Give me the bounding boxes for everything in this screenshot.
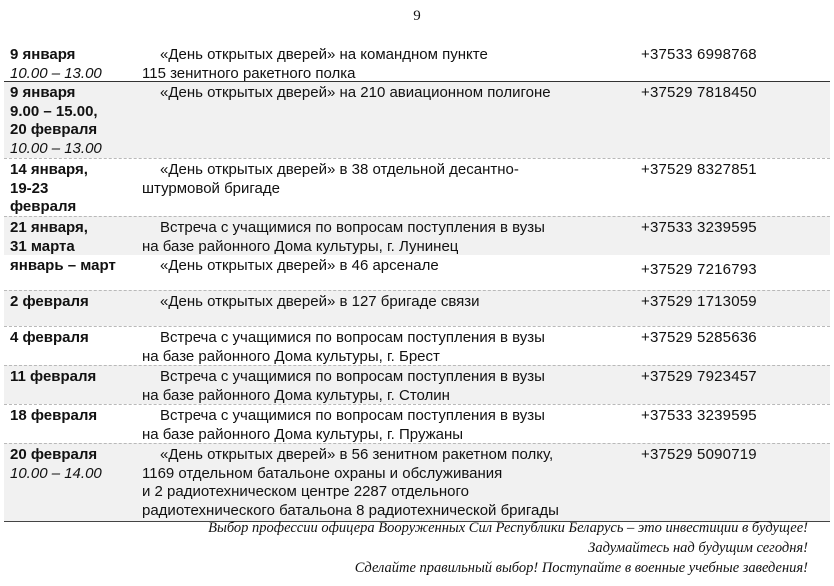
date-cell xyxy=(10,84,135,158)
date-text: 2 февраля xyxy=(10,293,89,310)
date-cell xyxy=(10,161,135,217)
date-text: февраля xyxy=(10,198,77,215)
phone-number: +37529 5285636 xyxy=(641,329,757,346)
date-cell xyxy=(10,257,135,276)
event-text: «День открытых дверей» в 38 отдельной десантно- xyxy=(160,161,519,178)
phone-number: +37533 3239595 xyxy=(641,219,757,236)
date-text: 31 марта xyxy=(10,237,75,255)
phone-cell xyxy=(641,368,821,387)
phone-number: +37529 7818450 xyxy=(641,84,757,101)
time-text: 10.00 – 13.00 xyxy=(10,64,102,82)
table-row xyxy=(4,404,830,443)
phone-number: +37533 3239595 xyxy=(641,407,757,424)
slogan-line: Выбор профессии офицера Вооруженных Сил Республики Беларусь – это инвестиции в будущее! xyxy=(208,520,808,536)
date-text: 20 февраля xyxy=(10,446,98,463)
phone-number: +37529 1713059 xyxy=(641,293,757,310)
event-text: Встреча с учащимися по вопросам поступления в вузы xyxy=(160,219,545,236)
phone-cell xyxy=(641,46,821,65)
event-cell xyxy=(142,257,632,276)
date-cell xyxy=(10,407,135,426)
phone-cell xyxy=(641,293,821,312)
event-text: на базе районного Дома культуры, г. Брест xyxy=(142,347,440,365)
event-text: на базе районного Дома культуры, г. Столин xyxy=(142,386,450,404)
event-cell xyxy=(142,219,632,256)
table-row xyxy=(4,158,830,216)
date-cell xyxy=(10,46,135,83)
time-text: 10.00 – 13.00 xyxy=(10,139,102,157)
date-text: январь – март xyxy=(10,257,116,274)
footer-slogan xyxy=(18,518,808,578)
date-text: 9 января xyxy=(10,46,76,63)
event-text: «День открытых дверей» на 210 авиационном полигоне xyxy=(160,84,551,101)
date-cell xyxy=(10,329,135,348)
phone-number: +37529 5090719 xyxy=(641,446,757,463)
phone-number: +37529 7923457 xyxy=(641,368,757,385)
event-text: «День открытых дверей» в 46 арсенале xyxy=(160,257,439,274)
date-text: 18 февраля xyxy=(10,407,98,424)
slogan-line: Задумайтесь над будущим сегодня! xyxy=(588,540,808,556)
event-text: Встреча с учащимися по вопросам поступления в вузы xyxy=(160,407,545,424)
event-text: на базе районного Дома культуры, г. Пружаны xyxy=(142,425,464,443)
event-text: Встреча с учащимися по вопросам поступления в вузы xyxy=(160,329,545,346)
date-text: 4 февраля xyxy=(10,329,89,346)
event-text: Встреча с учащимися по вопросам поступления в вузы xyxy=(160,368,545,385)
event-cell xyxy=(142,161,632,198)
table-row xyxy=(4,216,830,255)
event-cell xyxy=(142,329,632,366)
page-number: 9 xyxy=(413,8,421,24)
date-cell xyxy=(10,368,135,387)
date-text: 14 января, xyxy=(10,161,88,178)
event-text: «День открытых дверей» в 56 зенитном ракетном полку, xyxy=(160,446,554,463)
slogan-line: Сделайте правильный выбор! Поступайте в военные учебные заведения! xyxy=(354,560,808,576)
phone-number: +37529 7216793 xyxy=(641,261,757,278)
table-row xyxy=(4,443,830,521)
phone-number: +37533 6998768 xyxy=(641,46,757,63)
event-text: «День открытых дверей» в 127 бригаде связи xyxy=(160,293,480,310)
phone-cell xyxy=(641,446,821,465)
phone-number: +37529 8327851 xyxy=(641,161,757,178)
phone-cell xyxy=(641,219,821,238)
table-row xyxy=(4,365,830,404)
event-text: 115 зенитного ракетного полка xyxy=(142,64,356,82)
event-cell xyxy=(142,293,632,312)
date-cell xyxy=(10,293,135,312)
events-table xyxy=(4,44,830,522)
date-text: 21 января, xyxy=(10,219,88,236)
table-row xyxy=(4,44,830,81)
date-text: 9 января xyxy=(10,84,76,101)
table-row xyxy=(4,326,830,365)
date-text: 20 февраля xyxy=(10,121,98,138)
time-text: 10.00 – 14.00 xyxy=(10,464,102,482)
phone-cell xyxy=(641,407,821,426)
event-text: «День открытых дверей» на командном пункте xyxy=(160,46,488,63)
table-row xyxy=(4,81,830,158)
phone-cell xyxy=(641,161,821,180)
event-cell xyxy=(142,368,632,405)
date-text: 19-23 xyxy=(10,179,49,197)
date-cell xyxy=(10,219,135,256)
date-cell xyxy=(10,446,135,483)
event-cell xyxy=(142,407,632,444)
event-cell xyxy=(142,446,632,520)
event-text: радиотехнического батальона 8 радиотехнической бригады xyxy=(142,501,559,519)
table-row xyxy=(4,255,830,290)
phone-cell xyxy=(641,84,821,103)
date-text: 9.00 – 15.00, xyxy=(10,102,98,120)
phone-cell xyxy=(641,329,821,348)
event-cell xyxy=(142,46,632,83)
event-cell xyxy=(142,84,632,103)
event-text: и 2 радиотехническом центре 2287 отдельного xyxy=(142,483,469,500)
event-text: штурмовой бригаде xyxy=(142,179,280,197)
event-text: на базе районного Дома культуры, г. Лунинец xyxy=(142,237,459,255)
table-row xyxy=(4,290,830,326)
phone-cell xyxy=(641,261,821,280)
date-text: 11 февраля xyxy=(10,368,97,385)
event-text: 1169 отдельном батальоне охраны и обслуживания xyxy=(142,464,503,482)
